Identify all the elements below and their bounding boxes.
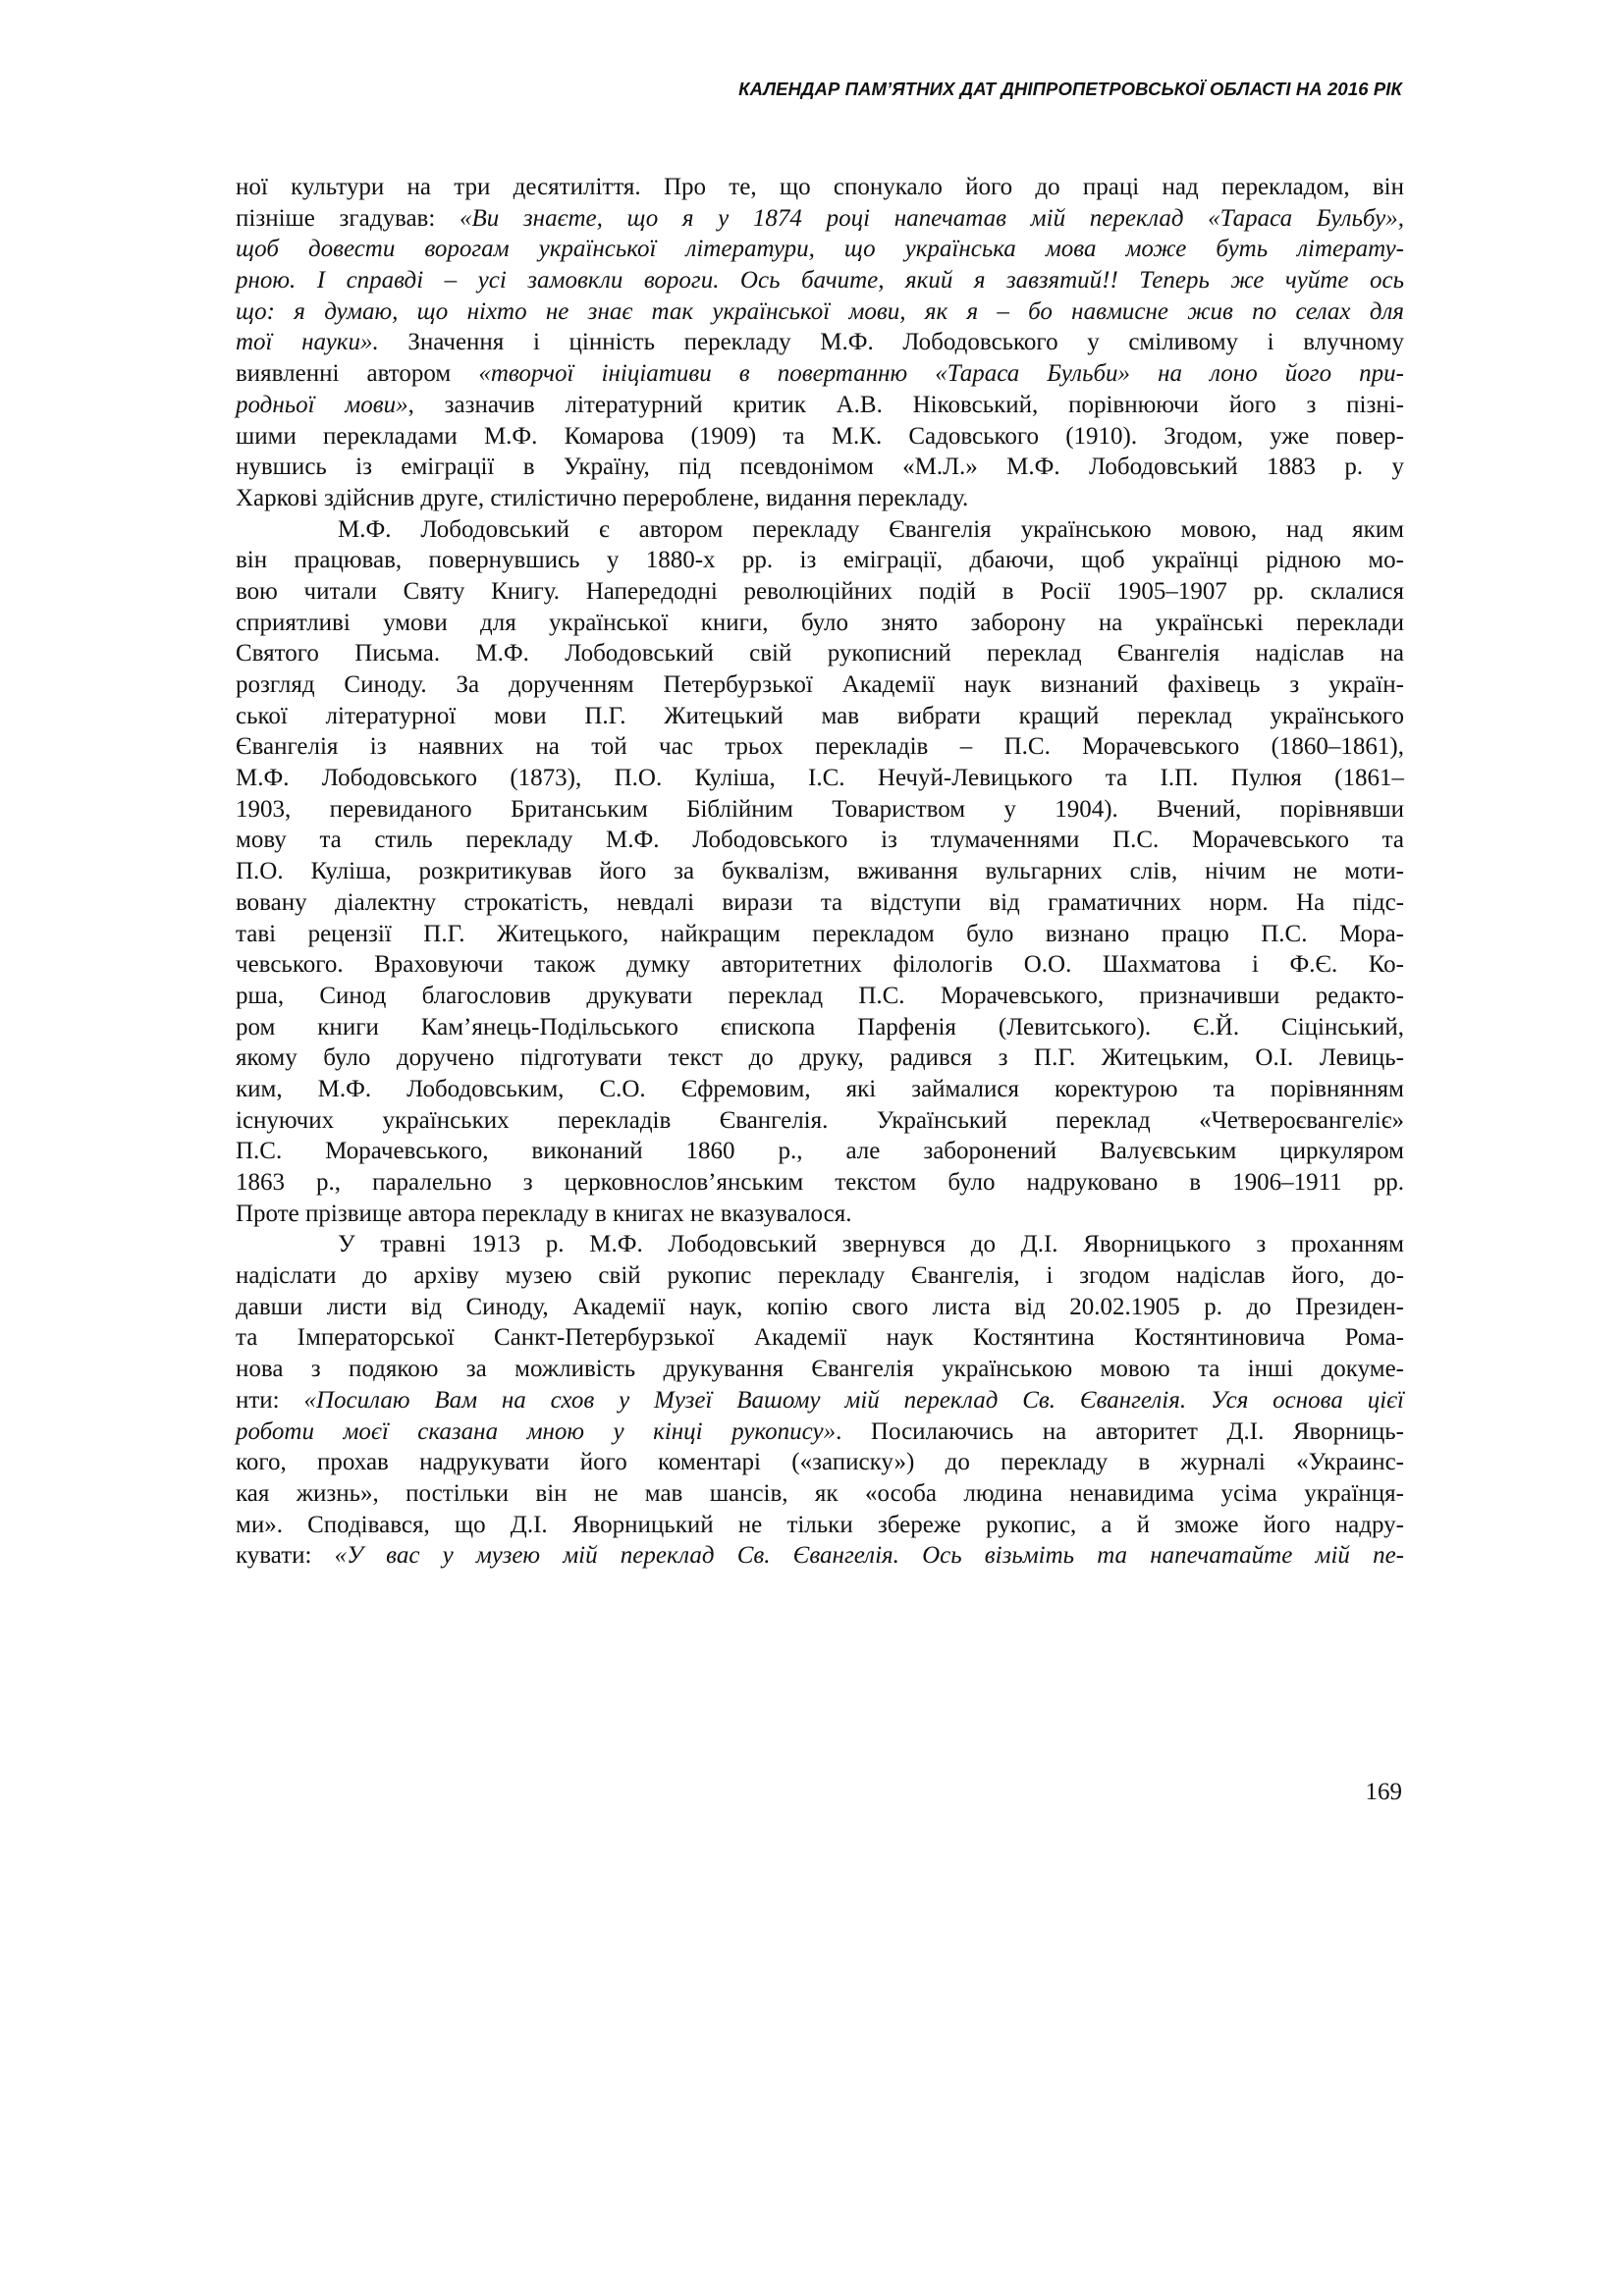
text-line bbox=[236, 1385, 1404, 1416]
text-segment: якому було доручено підготувати текст до друку, радився з П.Г. Житецьким, О.І. Левиць- bbox=[236, 1044, 1404, 1072]
quoted-text: щоб довести ворогам української літератури, що українська мова може буть літерату- bbox=[236, 236, 1404, 263]
text-line bbox=[236, 1229, 1404, 1260]
text-line bbox=[236, 981, 1404, 1012]
text-line bbox=[236, 919, 1404, 950]
page-number: 169 bbox=[1365, 1779, 1402, 1805]
text-line bbox=[236, 390, 1404, 421]
text-line bbox=[236, 825, 1404, 856]
text-segment: ської літературної мови П.Г. Житецький мав вибрати кращий переклад українського bbox=[236, 702, 1404, 729]
text-line bbox=[236, 265, 1404, 296]
text-segment: вою читали Святу Книгу. Напередодні революційних подій в Росії 1905–1907 рр. склалися bbox=[236, 577, 1404, 605]
text-segment: П.С. Морачевського, виконаний 1860 р., але заборонений Валуєвським циркуляром bbox=[236, 1138, 1404, 1165]
text-segment: , зазначив літературний критик А.В. Ніковський, порівнюючи його з пізні- bbox=[407, 391, 1404, 418]
text-segment: та Імператорської Санкт-Петербурзької Академії наук Костянтина Костянтиновича Рома- bbox=[236, 1324, 1404, 1352]
quoted-text: тої науки». bbox=[236, 329, 379, 356]
article-body bbox=[236, 172, 1404, 1572]
text-line bbox=[236, 172, 1404, 203]
quoted-text: «творчої ініціативи в повертанню «Тараса Бульби» на лоно його при- bbox=[478, 360, 1404, 388]
text-line bbox=[236, 452, 1404, 483]
paragraph bbox=[236, 514, 1404, 1230]
text-line bbox=[236, 1478, 1404, 1510]
text-line bbox=[236, 1167, 1404, 1199]
text-segment: рша, Синод благословив друкувати переклад П.С. Морачевського, призначивши редакто- bbox=[236, 982, 1404, 1009]
text-segment: ким, М.Ф. Лободовським, С.О. Єфремовим, які займалися коректурою та порівнянням bbox=[236, 1075, 1404, 1102]
text-segment: У травні 1913 р. М.Ф. Лободовський звернувся до Д.І. Яворницького з проханням bbox=[338, 1231, 1404, 1258]
text-segment: кувати: bbox=[236, 1542, 335, 1570]
quoted-text: рною. І справді – усі замовкли вороги. Ось бачите, який я завзятий!! Теперь же чуйте ось bbox=[236, 267, 1404, 294]
text-segment: . Посилаючись на авторитет Д.І. Яворниць- bbox=[836, 1417, 1404, 1445]
text-segment: ром книги Кам’янець-Подільського єпископа Парфенія (Левитського). Є.Й. Сіцінський, bbox=[236, 1013, 1404, 1041]
text-segment: надіслати до архіву музею свій рукопис перекладу Євангелія, і згодом надіслав його, до- bbox=[236, 1262, 1404, 1290]
quoted-text: «У вас у музею мій переклад Св. Євангелія. Ось візьміть та напечатайте мій пе- bbox=[334, 1542, 1404, 1570]
text-line bbox=[236, 1260, 1404, 1292]
text-line bbox=[236, 234, 1404, 265]
text-segment: мову та стиль перекладу М.Ф. Лободовського із тлумаченнями П.С. Морачевського та bbox=[236, 827, 1404, 854]
text-segment: вовану діалектну строкатість, невдалі вирази та відступи від граматичних норм. На підс- bbox=[236, 888, 1404, 916]
text-line bbox=[236, 763, 1404, 794]
text-segment: існуючих українських перекладів Євангелія. Український переклад «Четвероєвангеліє» bbox=[236, 1106, 1404, 1134]
text-segment: Євангелія із наявних на той час трьох перекладів – П.С. Морачевського (1860–1861), bbox=[236, 733, 1404, 761]
text-segment: кого, прохав надрукувати його коментарі («записку») до перекладу в журналі «Украинс- bbox=[236, 1449, 1404, 1476]
text-line bbox=[236, 1510, 1404, 1541]
text-line bbox=[236, 731, 1404, 763]
text-line bbox=[236, 1354, 1404, 1385]
text-line bbox=[236, 701, 1404, 732]
text-line bbox=[236, 1540, 1404, 1572]
quoted-text: що: я думаю, що ніхто не знає так української мови, як я – бо навмисне жив по селах для bbox=[236, 297, 1404, 325]
quoted-text: роботи моєї сказана мною у кінці рукопису» bbox=[236, 1417, 837, 1445]
text-line bbox=[236, 1447, 1404, 1478]
text-segment: кая жизнь», постільки він не мав шансів, як «особа людина ненавидима усіма українця- bbox=[236, 1479, 1404, 1507]
text-segment: таві рецензії П.Г. Житецького, найкращим перекладом було визнано працю П.С. Мора- bbox=[236, 920, 1404, 947]
text-segment: шими перекладами М.Ф. Комарова (1909) та М.К. Садовського (1910). Згодом, уже повер- bbox=[236, 422, 1404, 450]
text-line bbox=[236, 608, 1404, 639]
text-segment: Проте прізвище автора перекладу в книгах не вказувалося. bbox=[236, 1200, 852, 1227]
text-line bbox=[236, 1042, 1404, 1074]
text-line bbox=[236, 514, 1404, 546]
text-line bbox=[236, 638, 1404, 669]
text-segment: Харкові здійснив друге, стилістично перероблене, видання перекладу. bbox=[236, 484, 969, 511]
text-segment: нувшись із еміграції в Україну, під псевдонімом «М.Л.» М.Ф. Лободовський 1883 р. у bbox=[236, 454, 1404, 481]
running-header: КАЛЕНДАР ПАМ’ЯТНИХ ДАТ ДНІПРОПЕТРОВСЬКОЇ ОБЛАСТІ НА 2016 РІК bbox=[738, 79, 1402, 99]
text-segment: нти: bbox=[236, 1386, 304, 1414]
text-segment: 1903, перевиданого Британським Біблійним Товариством у 1904). Вчений, порівнявши bbox=[236, 795, 1404, 823]
text-line bbox=[236, 794, 1404, 826]
text-line bbox=[236, 421, 1404, 453]
text-line bbox=[236, 856, 1404, 887]
text-line bbox=[236, 1074, 1404, 1105]
text-segment: 1863 р., паралельно з церковнослов’янським текстом було надруковано в 1906–1911 рр. bbox=[236, 1169, 1404, 1196]
text-line bbox=[236, 358, 1404, 390]
paragraph bbox=[236, 172, 1404, 514]
text-line bbox=[236, 887, 1404, 919]
text-line bbox=[236, 576, 1404, 608]
text-segment: ної культури на три десятиліття. Про те, що спонукало його до праці над перекладом, він bbox=[236, 174, 1404, 200]
text-line bbox=[236, 1105, 1404, 1137]
text-segment: чевського. Враховуючи також думку авторитетних філологів О.О. Шахматова і Ф.Є. Ко- bbox=[236, 951, 1404, 979]
text-segment: давши листи від Синоду, Академії наук, копію свого листа від 20.02.1905 р. до Президен- bbox=[236, 1293, 1404, 1320]
text-segment: М.Ф. Лободовського (1873), П.О. Куліша, І.С. Нечуй-Левицького та І.П. Пулюя (1861– bbox=[236, 765, 1404, 792]
text-segment: Значення і цінність перекладу М.Ф. Лободовського у сміливому і влучному bbox=[378, 329, 1404, 356]
text-line bbox=[236, 1292, 1404, 1323]
text-line bbox=[236, 1199, 1404, 1230]
text-line bbox=[236, 1322, 1404, 1354]
text-line bbox=[236, 483, 1404, 514]
quoted-text: родньої мови» bbox=[236, 391, 408, 418]
text-segment: Святого Письма. М.Ф. Лободовський свій рукописний переклад Євангелія надіслав на bbox=[236, 640, 1404, 667]
text-line bbox=[236, 1012, 1404, 1043]
quoted-text: «Ви знаєте, що я у 1874 році напечатав мій переклад «Тараса Бульбу», bbox=[459, 204, 1405, 232]
text-line bbox=[236, 296, 1404, 328]
text-line bbox=[236, 545, 1404, 576]
text-segment: пізніше згадував: bbox=[236, 204, 460, 232]
text-segment: він працював, повернувшись у 1880-х рр. із еміграції, дбаючи, щоб українці рідною мо- bbox=[236, 547, 1404, 574]
paragraph bbox=[236, 1229, 1404, 1572]
text-segment: П.О. Куліша, розкритикував його за буквалізм, вживання вульгарних слів, нічим не моти- bbox=[236, 858, 1404, 885]
text-segment: розгляд Синоду. За дорученням Петербурзької Академії наук визнаний фахівець з україн- bbox=[236, 671, 1404, 698]
text-line bbox=[236, 949, 1404, 981]
text-line bbox=[236, 327, 1404, 358]
text-segment: виявленні автором bbox=[236, 360, 479, 388]
text-line bbox=[236, 203, 1404, 235]
text-line bbox=[236, 1136, 1404, 1167]
text-segment: сприятливі умови для української книги, було знято заборону на українські переклади bbox=[236, 609, 1404, 636]
text-segment: ми». Сподівався, що Д.І. Яворницький не тільки збереже рукопис, а й зможе його надру- bbox=[236, 1511, 1404, 1538]
text-line bbox=[236, 669, 1404, 701]
text-segment: М.Ф. Лободовський є автором перекладу Євангелія українською мовою, над яким bbox=[338, 515, 1404, 543]
quoted-text: «Посилаю Вам на схов у Музеї Вашому мій переклад Св. Євангелія. Уся основа цієї bbox=[303, 1386, 1404, 1414]
text-segment: нова з подякою за можливість друкування Євангелія українською мовою та інші докуме- bbox=[236, 1356, 1404, 1383]
text-line bbox=[236, 1416, 1404, 1448]
